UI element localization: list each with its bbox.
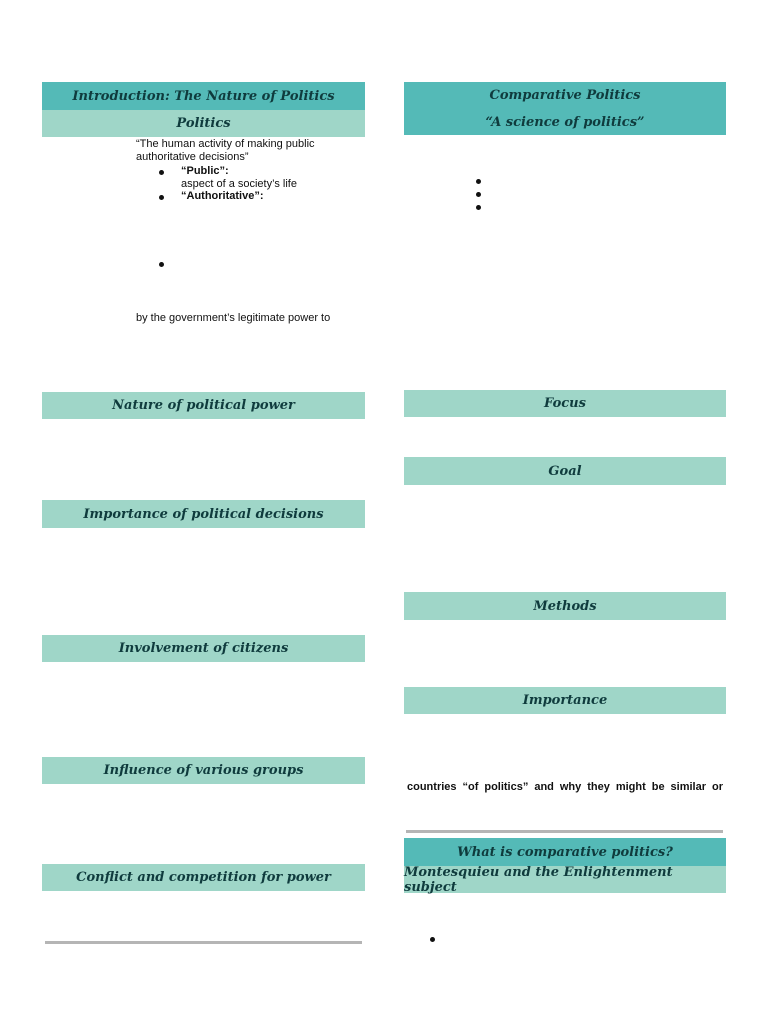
goal-heading: Goal (404, 457, 726, 485)
countries-text: countries “of politics” and why they might be similar or (407, 781, 723, 793)
definition-line-2: authoritative decisions” (136, 151, 249, 163)
methods-heading: Methods (404, 592, 726, 620)
intro-heading: Introduction: The Nature of Politics (42, 82, 365, 110)
definition-line-1: “The human activity of making public (136, 138, 315, 150)
bullet-icon (430, 937, 435, 942)
definition-text (136, 138, 315, 164)
what-is-comparative-politics-heading: What is comparative politics? (404, 838, 726, 866)
science-of-politics-heading: “A science of politics” (404, 109, 726, 135)
public-description: aspect of a society’s life (181, 178, 297, 190)
bullet-icon (159, 262, 164, 267)
nature-political-power-heading: Nature of political power (42, 392, 365, 419)
bullet-icon (476, 192, 481, 197)
bullet-icon (159, 195, 164, 200)
section-divider (45, 941, 362, 944)
section-divider (406, 830, 723, 833)
public-label: “Public”: (181, 165, 229, 177)
government-text: by the government’s legitimate power to (136, 312, 331, 324)
conflict-competition-heading: Conflict and competition for power (42, 864, 365, 891)
bullet-icon (476, 205, 481, 210)
focus-heading: Focus (404, 390, 726, 417)
comparative-politics-heading: Comparative Politics (404, 82, 726, 109)
montesquieu-heading: Montesquieu and the Enlightenment subject (404, 866, 726, 893)
authoritative-label: “Authoritative”: (181, 190, 264, 202)
bullet-icon (476, 179, 481, 184)
bullet-icon (159, 170, 164, 175)
importance-political-decisions-heading: Importance of political decisions (42, 500, 365, 528)
politics-heading: Politics (42, 110, 365, 137)
influence-groups-heading: Influence of various groups (42, 757, 365, 784)
involvement-citizens-heading: Involvement of citizens (42, 635, 365, 662)
importance-heading: Importance (404, 687, 726, 714)
